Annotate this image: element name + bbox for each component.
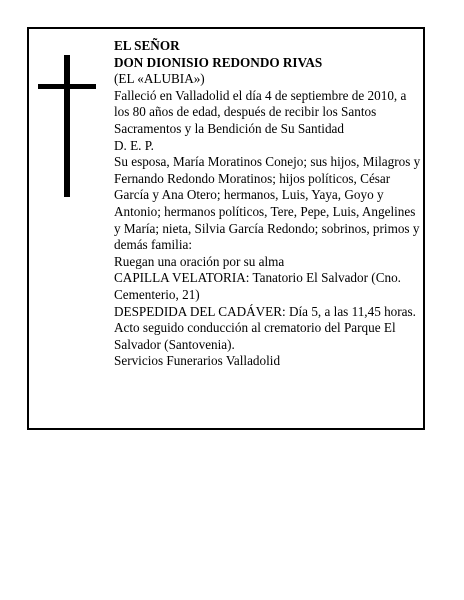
obituary-text — [114, 38, 422, 370]
notice-title: EL SEÑOR — [114, 38, 180, 53]
funeral-services: Servicios Funerarios Valladolid — [114, 353, 281, 369]
family-list: Su esposa, María Moratinos Conejo; sus hijos, Milagros y Fernando Redondo Moratinos; hijos políticos, César García y Ana Otero; hermanos, Luis, Yaya, Goyo y Antonio; hermanos políticos, Tere, Pepe, Luis, Angelines y María; nieta, Silvia García Redondo; sobrinos, primos y demás familia: — [114, 154, 421, 253]
chapel-info: CAPILLA VELATORIA: Tanatorio El Salvador (Cno. Cementerio, 21) — [114, 270, 401, 302]
farewell-info: DESPEDIDA DEL CADÁVER: Día 5, a las 11,45 horas. Acto seguido conducción al crematorio del Parque El Salvador (Santovenia). — [114, 303, 416, 352]
cross-icon — [64, 55, 70, 197]
prayer-request: Ruegan una oración por su alma — [114, 253, 285, 269]
rest-in-peace: D. E. P. — [114, 137, 154, 153]
deceased-name: DON DIONISIO REDONDO RIVAS — [114, 54, 323, 70]
deceased-nickname: (EL «ALUBIA») — [114, 71, 205, 87]
cross-icon-crossbar — [38, 84, 96, 89]
death-info: Falleció en Valladolid el día 4 de septiembre de 2010, a los 80 años de edad, después de recibir los Santos Sacramentos y la Bendición de Su Santidad — [114, 87, 407, 136]
